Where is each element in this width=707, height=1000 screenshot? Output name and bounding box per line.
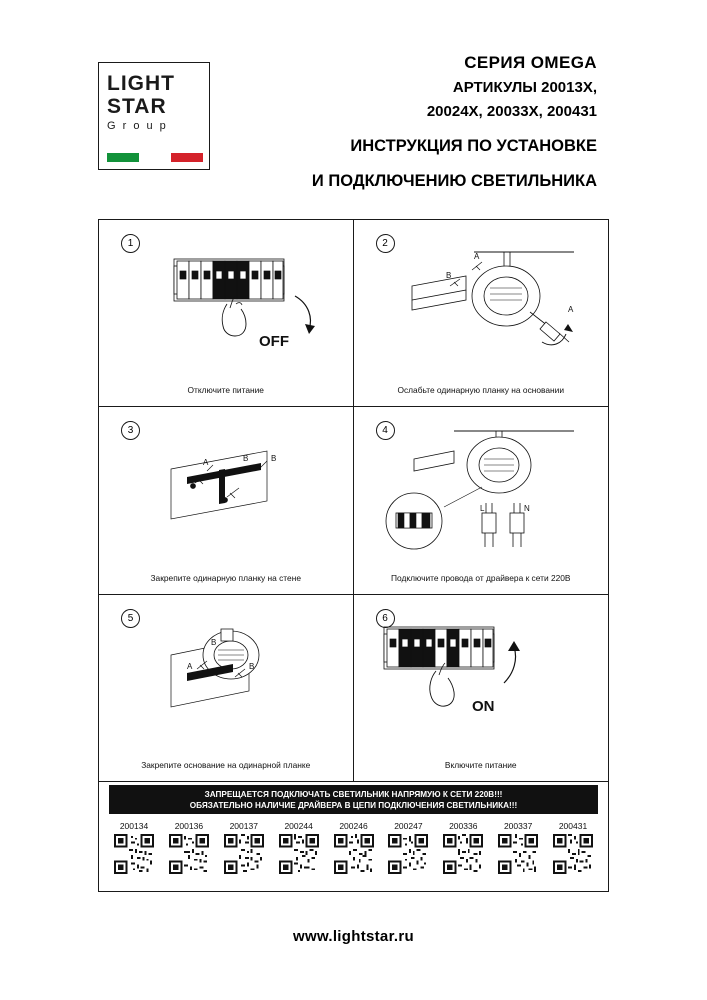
- qr-code-icon[interactable]: [443, 834, 483, 874]
- qr-article-code: 200431: [558, 821, 588, 831]
- qr-code-icon[interactable]: [224, 834, 264, 874]
- step-5-caption: Закрепите основание на одинарной планке: [141, 759, 311, 770]
- step-1-annotation: OFF: [259, 333, 289, 350]
- logo-line-2: STAR: [107, 95, 167, 118]
- steps-grid: [99, 220, 608, 782]
- step-6-illustration: [354, 609, 609, 749]
- logo-group-text: G r o u p: [107, 120, 168, 132]
- qr-article-code: 200337: [503, 821, 533, 831]
- step-4-caption: Подключите провода от драйвера к сети 220В: [390, 572, 571, 583]
- qr-code-strip: [109, 821, 598, 886]
- italian-flag-icon: [107, 153, 203, 162]
- step-5-illustration: [99, 609, 353, 749]
- step-number: 3: [121, 421, 140, 440]
- step-4-label-n: N: [523, 504, 530, 514]
- qr-item: [438, 821, 488, 886]
- series-title: СЕРИЯ OMEGA: [464, 53, 597, 72]
- qr-article-code: 200137: [229, 821, 258, 831]
- qr-item: [548, 821, 598, 886]
- qr-article-code: 200246: [339, 821, 368, 831]
- step-2-label-a: A: [473, 252, 479, 261]
- warning-line-1: ЗАПРЕЩАЕТСЯ ПОДКЛЮЧАТЬ СВЕТИЛЬНИК НАПРЯМУЮ К СЕТИ 220В!!!: [204, 789, 503, 799]
- articles-line-1: АРТИКУЛЫ 20013Х,: [452, 79, 597, 96]
- qr-item: [493, 821, 543, 886]
- logo-line-1: LIGHT: [107, 72, 175, 95]
- qr-article-code: 200244: [284, 821, 313, 831]
- articles-line-2: 20024Х, 20033Х, 200431: [426, 103, 597, 120]
- step-5-label-b2: B: [249, 661, 255, 671]
- footer-website[interactable]: www.lightstar.ru: [293, 928, 414, 945]
- warning-banner: [109, 785, 598, 814]
- qr-code-icon[interactable]: [334, 834, 374, 874]
- step-5: [99, 595, 354, 782]
- step-1-illustration: [99, 234, 353, 374]
- step-number: 2: [376, 234, 395, 253]
- step-2-label-b: B: [445, 271, 451, 280]
- qr-article-code: 200136: [174, 821, 204, 831]
- step-2: [354, 220, 609, 407]
- qr-item: [383, 821, 433, 886]
- step-6-annotation: ON: [471, 697, 494, 715]
- qr-item: [109, 821, 159, 886]
- qr-code-icon[interactable]: [498, 834, 538, 874]
- step-3-label-b1: B: [243, 454, 249, 464]
- step-number: 1: [121, 234, 140, 253]
- brand-logo: [98, 62, 210, 170]
- step-5-label-a: A: [187, 661, 193, 671]
- qr-article-code: 200134: [119, 821, 149, 831]
- step-4: [354, 407, 609, 594]
- step-6: [354, 595, 609, 782]
- instruction-line-1: ИНСТРУКЦИЯ ПО УСТАНОВКЕ: [350, 137, 597, 155]
- step-number: 6: [376, 609, 395, 628]
- qr-item: [329, 821, 379, 886]
- qr-code-icon[interactable]: [279, 834, 319, 874]
- step-3-illustration: [99, 421, 353, 561]
- step-3-label-a: A: [203, 458, 209, 468]
- title-block: [312, 52, 597, 192]
- step-3-caption: Закрепите одинарную планку на стене: [150, 572, 301, 583]
- step-3: [99, 407, 354, 594]
- step-2-caption: Ослабьте одинарную планку на основании: [397, 385, 565, 396]
- qr-item: [274, 821, 324, 886]
- qr-article-code: 200336: [449, 821, 478, 831]
- step-1-caption: Отключите питание: [187, 385, 264, 396]
- qr-article-code: 200247: [394, 821, 423, 831]
- step-number: 5: [121, 609, 140, 628]
- warning-line-2: ОБЯЗАТЕЛЬНО НАЛИЧИЕ ДРАЙВЕРА В ЦЕПИ ПОДКЛЮЧЕНИЯ СВЕТИЛЬНИКА!!!: [189, 800, 518, 810]
- step-1: [99, 220, 354, 407]
- step-2-illustration: [354, 234, 609, 374]
- step-5-label-b1: B: [211, 637, 217, 647]
- step-number: 4: [376, 421, 395, 440]
- step-2-label-a2: A: [567, 305, 573, 314]
- document-header: [0, 0, 707, 200]
- instruction-frame: [98, 219, 609, 892]
- step-4-illustration: [354, 421, 609, 561]
- qr-code-icon[interactable]: [388, 834, 428, 874]
- step-4-label-l: L: [479, 504, 484, 514]
- qr-code-icon[interactable]: [114, 834, 154, 874]
- qr-code-icon[interactable]: [553, 834, 593, 874]
- qr-code-icon[interactable]: [169, 834, 209, 874]
- step-3-label-b2: B: [271, 454, 277, 464]
- qr-item: [164, 821, 214, 886]
- instruction-line-2: И ПОДКЛЮЧЕНИЮ СВЕТИЛЬНИКА: [311, 172, 597, 190]
- step-6-caption: Включите питание: [444, 759, 517, 770]
- qr-item: [219, 821, 269, 886]
